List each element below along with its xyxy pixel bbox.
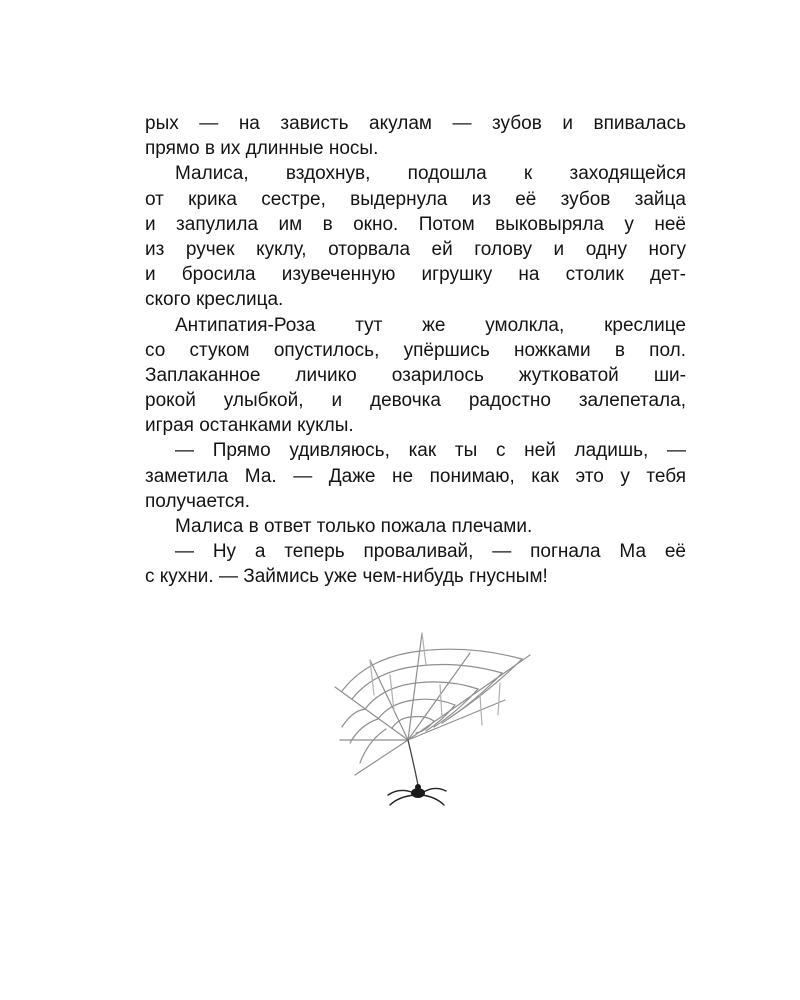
text-line: заметила Ма. — Даже не понимаю, как это у тебя xyxy=(145,465,686,487)
text-line: получается. xyxy=(145,490,250,512)
text-line: — Ну а теперь проваливай, — погнала Ма её xyxy=(175,541,686,563)
text-line: прямо в их длинные носы. xyxy=(145,138,379,160)
text-line: играя останками куклы. xyxy=(145,415,354,437)
text-line: и бросила изувеченную игрушку на столик дет- xyxy=(145,264,686,286)
spider-web-icon xyxy=(330,625,535,815)
text-line: от крика сестре, выдернула из её зубов зайца xyxy=(145,188,686,210)
text-line: со стуком опустилось, упёршись ножками в пол. xyxy=(145,339,686,361)
text-line: ского креслица. xyxy=(145,289,284,311)
text-line: Малиса в ответ только пожала плечами. xyxy=(175,516,533,537)
text-line: рокой улыбкой, и девочка радостно залепетала, xyxy=(145,390,686,412)
text-line: Антипатия-Роза тут же умолкла, креслице xyxy=(175,314,686,336)
text-line: из ручек куклу, оторвала ей голову и одну ногу xyxy=(145,238,686,260)
text-line: Малиса, вздохнув, подошла к заходящейся xyxy=(175,163,686,185)
text-line: Заплаканное личико озарилось жутковатой ши- xyxy=(145,364,686,386)
spider-web-illustration xyxy=(330,625,535,815)
text-line: рых — на зависть акулам — зубов и впивалась xyxy=(145,113,686,134)
text-line: и запулила им в окно. Потом выковыряла у неё xyxy=(145,213,686,235)
page-text xyxy=(145,111,686,590)
text-line: — Прямо удивляюсь, как ты с ней ладишь, — xyxy=(175,440,686,462)
text-line: с кухни. — Займись уже чем-нибудь гнусным! xyxy=(145,566,548,588)
